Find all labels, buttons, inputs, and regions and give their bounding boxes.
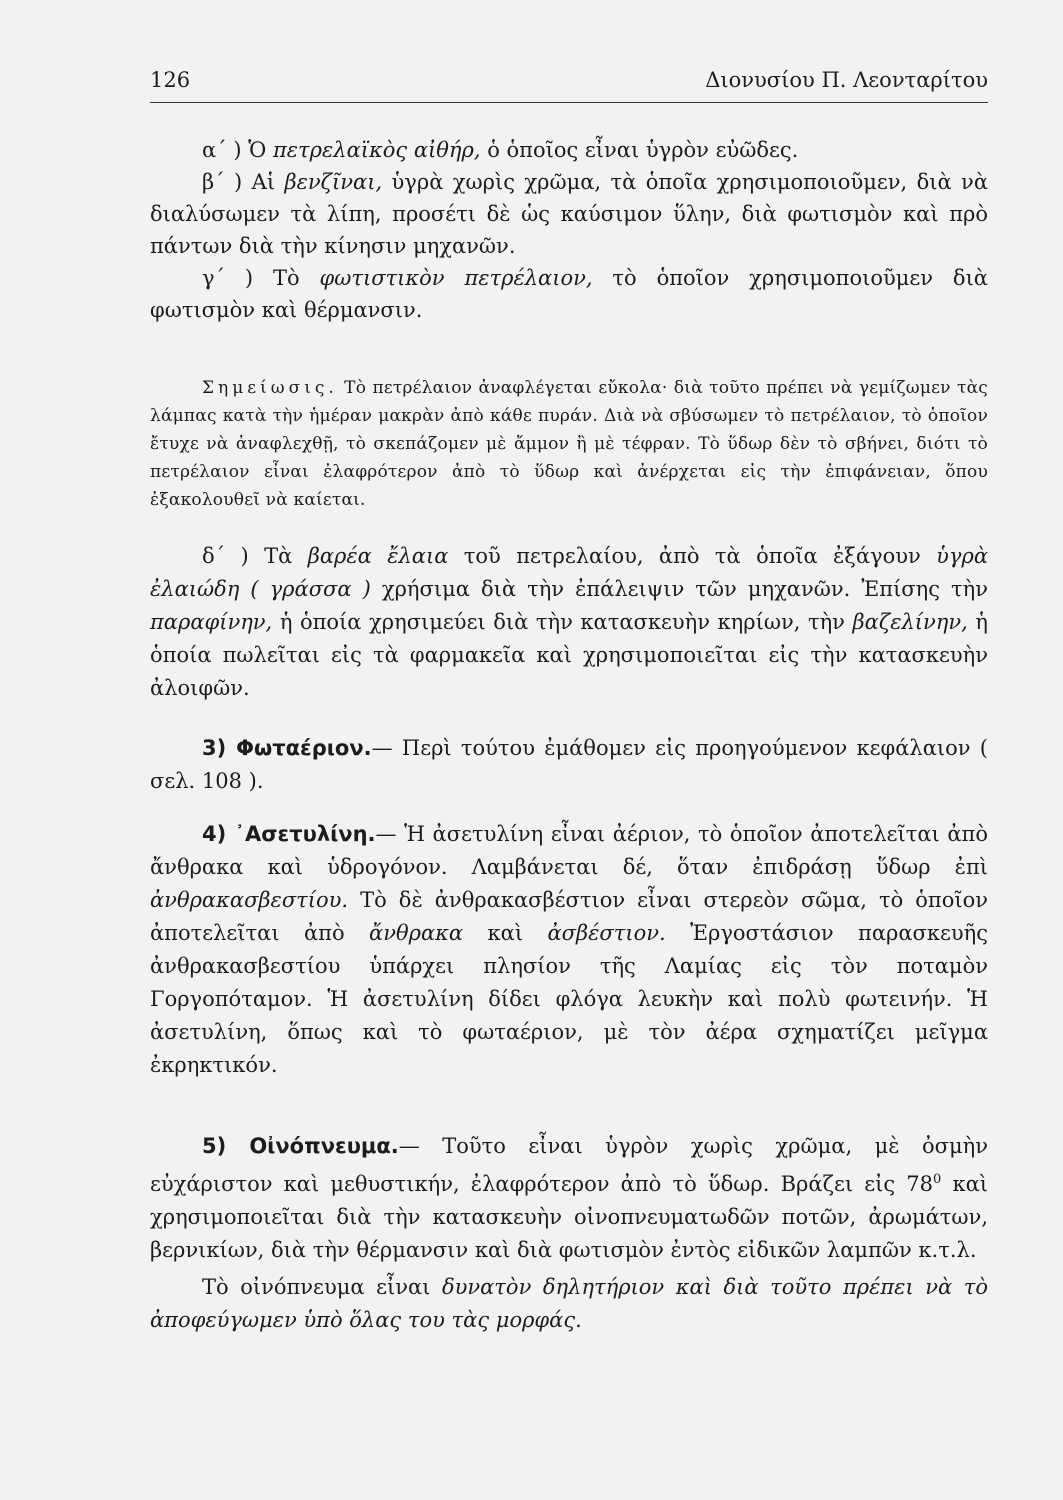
- section-3: [150, 732, 988, 798]
- item-label: β΄ ): [202, 170, 252, 194]
- term-italic: παραφίνην,: [150, 610, 273, 634]
- term-italic: βενζῖναι,: [284, 170, 383, 194]
- section-heading: 3) Φωταέριον.: [202, 736, 372, 760]
- note-paragraph: [150, 374, 988, 514]
- text: ὁ ὁποῖος εἶναι ὑγρὸν εὐῶδες.: [480, 138, 799, 162]
- section-text: καὶ χρησιμοποιεῖται διὰ τὴν κατασκευὴν οἰνοπνευματωδῶν ποτῶν, ἀρωμάτων, βερνικίων, διὰ τὴν θέρμανσιν καὶ διὰ φωτισμὸν ἐντὸς εἰδικῶν λαμπῶν κ.τ.λ.: [150, 1172, 989, 1262]
- paragraph-delta: [150, 540, 988, 705]
- term-italic: βαζελίνην,: [852, 610, 968, 634]
- section-4: [150, 818, 988, 1082]
- section-text: Ἐργοστάσιον παρασκευῆς ἀνθρακασβεστίου ὑπάρχει πλησίον τῆς Λαμίας εἰς τὸν ποταμὸν Γοργοπόταμον. Ἡ ἀσετυλίνη δίδει φλόγα λευκὴν καὶ πολὺ φωτεινήν. Ἡ ἀσετυλίνη, ὅπως καὶ τὸ φωταέριον, μὲ τὸν ἀέρα σχηματίζει μεῖγμα ἐκρηκτικόν.: [150, 921, 989, 1077]
- text: ὑγρὰ χωρὶς χρῶμα, τὰ ὁποῖα χρησιμοποιοῦμεν, διὰ νὰ διαλύσωμεν τὰ λίπη, προσέτι δὲ ὡς καύσιμον ὕλην, διὰ φωτισμὸν καὶ πρὸ πάντων διὰ τὴν κίνησιν μηχανῶν.: [150, 170, 988, 258]
- section-text: καὶ: [463, 921, 548, 945]
- term-italic: ἄνθρακα: [369, 921, 464, 945]
- section-text: — Περὶ τούτου ἐμάθομεν εἰς προηγούμενον κεφάλαιον ( σελ. 108 ).: [150, 736, 988, 793]
- header-rule: [150, 102, 988, 103]
- section-heading: 5) Οἰνόπνευμα.: [202, 1134, 399, 1158]
- term-italic: ἀνθρακασβεστίου.: [150, 888, 349, 912]
- paragraph-beta: [150, 166, 988, 262]
- term-italic: ἀσβέστιον.: [547, 921, 666, 945]
- text: χρήσιμα διὰ τὴν ἐπάλειψιν τῶν μηχανῶν. Ἐπίσης τὴν: [370, 577, 988, 601]
- text: τὸ ὁποῖον χρησιμοποιοῦμεν διὰ φωτισμὸν καὶ θέρμανσιν.: [150, 266, 988, 322]
- page-header: [150, 68, 988, 92]
- item-label: α΄ ): [202, 138, 249, 162]
- text: ἡ ὁποία πωλεῖται εἰς τὰ φαρμακεῖα καὶ χρησιμοποιεῖται εἰς τὴν κατασκευὴν ἀλοιφῶν.: [150, 610, 988, 700]
- section-text: — Ἡ ἀσετυλίνη εἶναι ἀέριον, τὸ ὁποῖον ἀποτελεῖται ἀπὸ ἄνθρακα καὶ ὑδρογόνον. Λαμβάνεται δέ, ὅταν ἐπιδράσῃ ὕδωρ ἐπὶ: [150, 822, 989, 879]
- term-italic: βαρέα ἔλαια: [307, 544, 449, 568]
- section-text: Τὸ οἰνόπνευμα εἶναι: [202, 1275, 442, 1299]
- term-italic: ὑγρὰ ἐλαιώδη ( γράσσα ): [150, 544, 988, 601]
- item-label: γ΄ ): [202, 266, 273, 290]
- text: Τὰ: [264, 544, 308, 568]
- degree-superscript: 0: [933, 1172, 942, 1187]
- term-italic: δυνατὸν δηλητήριον καὶ διὰ τοῦτο πρέπει νὰ τὸ ἀποφεύγωμεν ὑπὸ ὅλας του τὰς μορφάς.: [150, 1275, 988, 1332]
- section-text: Τὸ δὲ ἀνθρακασβέστιον εἶναι στερεὸν σῶμα, τὸ ὁποῖον ἀποτελεῖται ἀπὸ: [150, 888, 988, 945]
- text: Τὸ: [273, 266, 320, 290]
- term-italic: πετρελαϊκὸς αἰθήρ,: [272, 138, 481, 162]
- section-text: — Τοῦτο εἶναι ὑγρὸν χωρὶς χρῶμα, μὲ ὀσμὴν εὐχάριστον καὶ μεθυστικήν, ἐλαφρότερον ἀπὸ τὸ ὕδωρ. Βράζει εἰς 78: [150, 1134, 988, 1196]
- running-title: Διονυσίου Π. Λεονταρίτου: [705, 68, 988, 92]
- section-heading: 4) ᾽Ασετυλίνη.: [202, 822, 376, 846]
- page-number: 126: [150, 68, 191, 92]
- term-italic: φωτιστικὸν πετρέλαιον,: [319, 266, 593, 290]
- text: τοῦ πετρελαίου, ἀπὸ τὰ ὁποῖα ἐξάγουν: [448, 544, 937, 568]
- text: Ὁ: [248, 138, 273, 162]
- note-label: Σημείωσις.: [202, 378, 338, 398]
- section-5: [150, 1130, 988, 1337]
- paragraph-gamma: [150, 262, 988, 326]
- paragraph-alpha: [150, 134, 988, 166]
- text: Αἱ: [251, 170, 285, 194]
- note-text: Τὸ πετρέλαιον ἀναφλέγεται εὔκολα· διὰ τοῦτο πρέπει νὰ γεμίζωμεν τὰς λάμπας κατὰ τὴν ἡμέραν μακρὰν ἀπὸ κάθε πυράν. Διὰ νὰ σβύσωμεν τὸ πετρέλαιον, τὸ ὁποῖον ἔτυχε νὰ ἀναφλεχθῇ, τὸ σκεπάζομεν μὲ ἄμμον ἢ μὲ τέφραν. Τὸ ὕδωρ δὲν τὸ σβήνει, διότι τὸ πετρέλαιον εἶναι ἐλαφρότερον ἀπὸ τὸ ὕδωρ καὶ ἀνέρχεται εἰς τὴν ἐπιφάνειαν, ὅπου ἐξακολουθεῖ νὰ καίεται.: [150, 378, 988, 510]
- text: ἡ ὁποία χρησιμεύει διὰ τὴν κατασκευὴν κηρίων, τὴν: [272, 610, 853, 634]
- item-label: δ΄ ): [202, 544, 265, 568]
